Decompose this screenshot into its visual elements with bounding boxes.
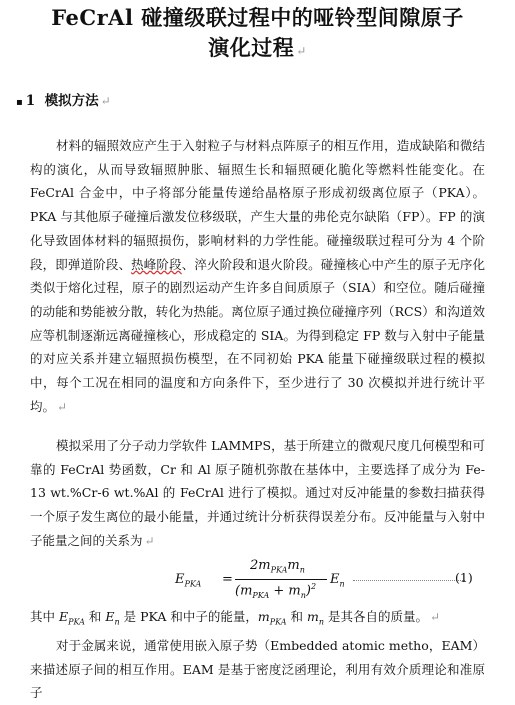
equation-1: $E_{PKA}$ = $2m_{PKA}m_n$ $(m_{PKA} + m_n)^2$ $E_n$ — [175, 558, 475, 602]
paragraph-mark-icon: ↵ — [100, 94, 111, 108]
equation-numerator: $2m_{PKA}m_n$ — [250, 558, 305, 575]
paragraph-2: 模拟采用了分子动力学软件 LAMMPS，基于所建立的微观尺度几何模型和可靠的 FeCrAl 势函数，Cr 和 Al 原子随机弥散在基体中，主要选择了成分为 Fe-13 wt.%Cr-6 wt.%Al 的 FeCrAl 进行了模拟。通过对反冲能量的参数扫描获得一个原子发生离位的最小能量，并通过统计分析获得误差分布。反冲能量与入射中子能量之间的关系为 ↵ — [30, 438, 485, 548]
paragraph-mark-icon: ↵ — [144, 533, 155, 548]
equation-number: (1) — [455, 570, 473, 585]
paragraph-mark-icon: ↵ — [429, 610, 441, 624]
equation-en: $E_n$ — [330, 572, 345, 589]
equation-lhs: $E_{PKA}$ — [175, 572, 202, 589]
paragraph-4: 对于金属来说，通常使用嵌入原子势（Embedded atomic metho，EAM）来描述原子间的相互作用。EAM 是基于密度泛函理论，利用有效介质理论和准原子 — [30, 638, 485, 701]
section-title: 模拟方法 — [44, 93, 99, 109]
spellcheck-underline: 热峰阶段 — [131, 256, 182, 272]
bullet-icon: ▪ — [16, 97, 23, 108]
paragraph-mark-icon: ↵ — [296, 44, 307, 58]
title-line-2: 演化过程 ↵ — [208, 35, 307, 60]
title-line-1: FeCrAl 碰撞级联过程中的哑铃型间隙原子 — [51, 5, 464, 30]
section-number: 1 — [25, 93, 36, 109]
paragraph-3: 其中 $E_{PKA}$ 和 $E_n$ 是 PKA 和中子的能量，$m_{PKA}$ 和 $m_n$ 是其各自的质量。 ↵ — [30, 609, 441, 627]
paragraph-mark-icon: ↵ — [57, 399, 68, 414]
paragraph-1: 材料的辐照效应产生于入射粒子与材料点阵原子的相互作用，造成缺陷和微结构的演化，从而导致辐照肿胀、辐照生长和辐照硬化脆化等燃料性能变化。在 FeCrAl 合金中，中子将部分能量传递给晶格原子形成初级离位原子（PKA）。PKA 与其他原子碰撞后激发位移级联，产生大量的弗伦克尔缺陷（FP）。FP 的演化导致固体材料的辐照损伤，影响材料的力学性能。碰撞级联过程可分为 4 个阶段，即弹道阶段、热峰阶段、淬火阶段和退火阶段。碰撞核心中产生的原子无序化类似于熔化过程，原子的剧烈运动产生许多自间质原子（SIA）和空位。随后碰撞的动能和势能被分散，转化为热能。离位原子通过换位碰撞序列（RCS）和沟道效应等机制逐渐远离碰撞核心，形成稳定的 SIA。为得到稳定 FP 数与入射中子能量的对应关系并建立辐照损伤模型，在不同初始 PKA 能量下碰撞级联过程的模拟中，每个工况在相同的温度和方向条件下，至少进行了 30 次模拟并进行统计平均。 ↵ — [30, 138, 485, 414]
fraction-bar — [235, 579, 327, 580]
section-heading — [16, 89, 111, 109]
equation-denominator: $(m_{PKA} + m_n)^2$ — [235, 582, 317, 600]
leader-dots — [353, 580, 465, 581]
